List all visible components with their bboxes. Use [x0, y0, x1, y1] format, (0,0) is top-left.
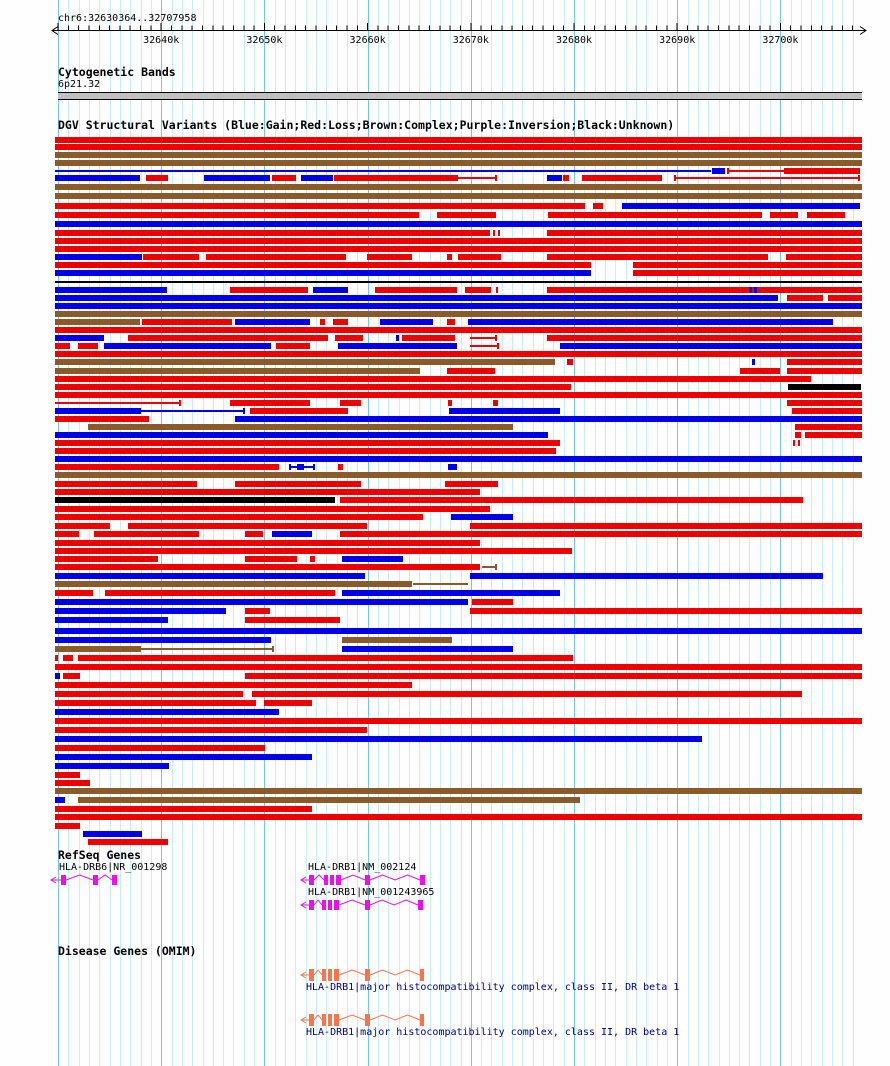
variant-loss[interactable]	[786, 254, 862, 260]
variant-gain[interactable]	[55, 709, 279, 715]
variant-complex[interactable]	[78, 797, 580, 803]
variant-loss[interactable]	[55, 246, 862, 252]
variant-loss[interactable]	[470, 337, 496, 339]
variant-loss[interactable]	[547, 230, 862, 236]
variant-gain[interactable]	[55, 170, 711, 172]
ruler-tick-label: 32680k	[555, 35, 593, 46]
variant-loss[interactable]	[94, 531, 199, 537]
variant-loss[interactable]	[340, 497, 803, 503]
variant-loss[interactable]	[245, 531, 263, 537]
variant-loss[interactable]	[55, 727, 367, 733]
variant-complex[interactable]	[55, 319, 140, 325]
variant-loss[interactable]	[55, 772, 80, 778]
variant-gain[interactable]	[712, 168, 725, 174]
variant-complex[interactable]	[55, 193, 862, 199]
variant-gain[interactable]	[448, 464, 457, 470]
variant-loss[interactable]	[245, 556, 297, 562]
variant-loss[interactable]	[55, 548, 572, 554]
variant-gain[interactable]	[752, 359, 755, 365]
variant-loss[interactable]	[55, 481, 197, 487]
variant-loss[interactable]	[235, 481, 361, 487]
variant-complex[interactable]	[55, 359, 555, 365]
variant-loss[interactable]	[55, 402, 180, 404]
variant-loss[interactable]	[143, 254, 199, 260]
variant-loss[interactable]	[55, 137, 862, 143]
omim-gene-label-2: HLA-DRB1|major histocompatibility complex, class II, DR beta 1	[306, 1027, 680, 1038]
variant-loss[interactable]	[55, 590, 93, 596]
variant-gain[interactable]	[55, 628, 862, 634]
variant-loss[interactable]	[437, 212, 496, 218]
variant-loss[interactable]	[272, 175, 296, 181]
variant-gain[interactable]	[342, 646, 513, 652]
variant-loss[interactable]	[367, 254, 412, 260]
variant-loss[interactable]	[447, 368, 495, 374]
variant-loss[interactable]	[496, 287, 498, 293]
variant-loss[interactable]	[55, 327, 862, 333]
variant-loss[interactable]	[334, 175, 458, 181]
refseq-track-title: RefSeq Genes	[58, 848, 142, 862]
variant-loss[interactable]	[828, 295, 862, 301]
variant-gain[interactable]	[55, 287, 167, 293]
variant-gain[interactable]	[313, 287, 348, 293]
variant-loss[interactable]	[55, 806, 312, 812]
variant-loss[interactable]	[567, 359, 573, 365]
ruler-tick-label: 32670k	[452, 35, 489, 46]
variant-complex[interactable]	[55, 160, 862, 166]
variant-loss[interactable]	[448, 400, 452, 406]
omim-gene-label-1: HLA-DRB1|major histocompatibility complex, class II, DR beta 1	[306, 982, 680, 993]
ruler-tick-label: 32650k	[246, 35, 283, 46]
variant-gain[interactable]	[55, 599, 468, 605]
variant-loss[interactable]	[787, 368, 862, 374]
variant-loss[interactable]	[547, 254, 768, 260]
variant-loss[interactable]	[245, 673, 862, 679]
variant-loss[interactable]	[740, 368, 780, 374]
variant-gain[interactable]	[55, 754, 312, 760]
variant-loss[interactable]	[252, 691, 802, 697]
variant-loss[interactable]	[493, 230, 495, 236]
dgv-track-title: DGV Structural Variants (Blue:Gain;Red:Loss;Brown:Complex;Purple:Inversion;Black:Unknown)	[58, 118, 675, 132]
variant-loss[interactable]	[335, 335, 363, 341]
variant-complex[interactable]	[55, 581, 412, 587]
variant-loss[interactable]	[497, 343, 499, 349]
variant-loss[interactable]	[179, 400, 181, 406]
variant-loss[interactable]	[320, 319, 325, 325]
variant-complex[interactable]	[413, 583, 468, 585]
ruler-tick-label: 32640k	[143, 35, 180, 46]
variant-loss[interactable]	[375, 287, 457, 293]
variant-gain[interactable]	[55, 763, 169, 769]
variant-loss[interactable]	[55, 823, 80, 829]
variant-loss[interactable]	[593, 203, 603, 209]
variant-loss[interactable]	[55, 664, 862, 670]
variant-gain[interactable]	[342, 556, 403, 562]
variant-gain[interactable]	[301, 175, 333, 181]
variant-loss[interactable]	[402, 335, 455, 341]
variant-loss[interactable]	[128, 523, 367, 529]
variant-gain[interactable]	[104, 343, 271, 349]
variant-loss[interactable]	[340, 531, 862, 537]
variant-loss[interactable]	[548, 212, 762, 218]
variant-gain[interactable]	[55, 270, 591, 276]
variant-loss[interactable]	[55, 700, 256, 706]
variant-loss[interactable]	[55, 144, 862, 150]
variant-loss[interactable]	[276, 343, 310, 349]
variant-loss[interactable]	[633, 262, 862, 268]
variant-loss[interactable]	[340, 400, 361, 406]
variant-complex[interactable]	[55, 368, 420, 374]
variant-complex[interactable]	[55, 646, 141, 652]
variant-complex[interactable]	[55, 152, 862, 158]
variant-loss[interactable]	[563, 175, 569, 181]
variant-loss[interactable]	[55, 523, 110, 529]
variant-gain[interactable]	[560, 343, 862, 349]
variant-gain[interactable]	[204, 175, 270, 181]
variant-loss[interactable]	[55, 531, 79, 537]
variant-complex[interactable]	[342, 637, 452, 643]
variant-gain[interactable]	[297, 464, 304, 470]
variant-loss[interactable]	[55, 376, 811, 382]
variant-loss[interactable]	[447, 254, 452, 260]
variant-loss[interactable]	[582, 175, 662, 181]
variant-loss[interactable]	[472, 599, 513, 605]
variant-gain[interactable]	[622, 203, 860, 209]
variant-gain[interactable]	[55, 608, 226, 614]
variant-gain[interactable]	[754, 287, 757, 293]
variant-loss[interactable]	[55, 448, 556, 454]
variant-gain[interactable]	[55, 295, 778, 301]
variant-loss[interactable]	[206, 254, 346, 260]
gene-label-hla-drb1-nm002124: HLA-DRB1|NM_002124	[308, 862, 417, 873]
variant-loss[interactable]	[55, 691, 243, 697]
variant-gain[interactable]	[55, 637, 271, 643]
variant-loss[interactable]	[792, 408, 862, 414]
cytoband-bar[interactable]	[58, 92, 862, 100]
variant-loss[interactable]	[142, 319, 232, 325]
cytogenetic-track-title: Cytogenetic Bands	[58, 65, 176, 79]
variant-loss[interactable]	[55, 238, 862, 244]
variant-loss[interactable]	[55, 682, 412, 688]
variant-loss[interactable]	[795, 432, 801, 438]
variant-gain[interactable]	[342, 590, 560, 596]
variant-loss[interactable]	[495, 335, 497, 341]
variant-gain[interactable]	[547, 175, 562, 181]
variant-gain[interactable]	[83, 831, 142, 837]
variant-loss[interactable]	[55, 540, 480, 546]
variant-complex[interactable]	[88, 424, 513, 430]
variant-gain[interactable]	[749, 287, 752, 293]
variant-loss[interactable]	[493, 400, 498, 406]
variant-loss[interactable]	[55, 351, 862, 357]
variant-loss[interactable]	[310, 556, 315, 562]
variant-unknown[interactable]	[55, 497, 335, 503]
variant-loss[interactable]	[547, 335, 862, 341]
variant-gain[interactable]	[338, 343, 457, 349]
ruler-tick-label: 32660k	[349, 35, 386, 46]
variant-gain[interactable]	[470, 573, 823, 579]
variant-gain[interactable]	[468, 319, 833, 325]
variant-loss[interactable]	[55, 655, 58, 661]
variant-loss[interactable]	[250, 408, 348, 414]
variant-loss[interactable]	[55, 556, 158, 562]
variant-loss[interactable]	[498, 230, 500, 236]
gene-label-hla-drb1-nm001243965: HLA-DRB1|NM_001243965	[308, 887, 435, 898]
region-label: chr6:32630364..32707958	[58, 13, 197, 24]
variant-loss[interactable]	[798, 440, 800, 446]
variant-loss[interactable]	[333, 319, 348, 325]
variant-loss[interactable]	[787, 295, 823, 301]
variant-gain[interactable]	[141, 410, 244, 412]
variant-gain[interactable]	[313, 464, 315, 470]
variant-unknown[interactable]	[55, 281, 862, 283]
variant-loss[interactable]	[547, 287, 862, 293]
variant-gain[interactable]	[55, 673, 60, 679]
variant-loss[interactable]	[495, 175, 497, 181]
variant-loss[interactable]	[770, 212, 798, 218]
variant-loss[interactable]	[55, 745, 265, 751]
variant-gain[interactable]	[55, 617, 168, 623]
variant-complex[interactable]	[55, 311, 862, 317]
variant-loss[interactable]	[55, 392, 862, 398]
variant-loss[interactable]	[633, 270, 862, 276]
variant-gain[interactable]	[55, 432, 548, 438]
variant-loss[interactable]	[55, 384, 571, 390]
variant-loss[interactable]	[55, 262, 591, 268]
variant-loss[interactable]	[458, 177, 496, 179]
variant-loss[interactable]	[786, 168, 860, 174]
variant-loss[interactable]	[787, 400, 862, 406]
variant-loss[interactable]	[264, 700, 312, 706]
variant-loss[interactable]	[55, 416, 149, 422]
variant-complex[interactable]	[495, 564, 497, 570]
variant-loss[interactable]	[55, 464, 279, 470]
variant-loss[interactable]	[805, 432, 862, 438]
variant-loss[interactable]	[55, 212, 419, 218]
variant-loss[interactable]	[470, 523, 862, 529]
variant-gain[interactable]	[55, 573, 365, 579]
variant-unknown[interactable]	[788, 384, 861, 390]
ruler-tick-label: 32700k	[762, 35, 799, 46]
variant-loss[interactable]	[55, 203, 585, 209]
cytoband-label: 6p21.32	[58, 79, 101, 90]
variant-complex[interactable]	[55, 472, 862, 478]
variant-loss[interactable]	[55, 489, 480, 495]
variant-loss[interactable]	[55, 564, 480, 570]
gene-label-hla-drb6: HLA-DRB6|NR_001298	[59, 862, 168, 873]
variant-gain[interactable]	[55, 335, 104, 341]
variant-gain[interactable]	[55, 303, 862, 309]
variant-gain[interactable]	[55, 408, 141, 414]
variant-loss[interactable]	[146, 175, 168, 181]
variant-loss[interactable]	[795, 424, 862, 430]
variant-gain[interactable]	[396, 335, 399, 341]
variant-loss[interactable]	[88, 839, 168, 845]
omim-track-title: Disease Genes (OMIM)	[58, 944, 197, 958]
variant-loss[interactable]	[807, 212, 845, 218]
variant-gain[interactable]	[451, 514, 513, 520]
variant-gain[interactable]	[380, 319, 433, 325]
variant-complex[interactable]	[272, 646, 274, 652]
variant-loss[interactable]	[55, 718, 862, 724]
variant-loss[interactable]	[230, 400, 310, 406]
variant-complex[interactable]	[55, 184, 862, 190]
variant-loss[interactable]	[445, 481, 498, 487]
variant-loss[interactable]	[458, 254, 501, 260]
variant-loss[interactable]	[245, 617, 340, 623]
ruler-tick-label: 32690k	[659, 35, 696, 46]
variant-loss[interactable]	[105, 590, 335, 596]
variant-loss[interactable]	[729, 170, 786, 172]
variant-loss[interactable]	[787, 359, 862, 365]
variant-loss[interactable]	[78, 343, 98, 349]
variant-loss[interactable]	[676, 177, 858, 179]
variant-loss[interactable]	[465, 287, 491, 293]
variant-loss[interactable]	[858, 175, 860, 181]
variant-gain[interactable]	[449, 408, 560, 414]
variant-loss[interactable]	[55, 230, 490, 236]
variant-loss[interactable]	[55, 814, 862, 820]
variant-loss[interactable]	[55, 506, 490, 512]
variant-gain[interactable]	[55, 175, 140, 181]
variant-loss[interactable]	[55, 440, 560, 446]
variant-gain[interactable]	[55, 221, 862, 227]
variant-gain[interactable]	[272, 531, 312, 537]
variant-loss[interactable]	[55, 780, 90, 786]
variant-loss[interactable]	[338, 464, 343, 470]
variant-gain[interactable]	[55, 736, 702, 742]
variant-loss[interactable]	[470, 608, 862, 614]
variant-complex[interactable]	[55, 788, 862, 794]
variant-gain[interactable]	[55, 797, 65, 803]
variant-complex[interactable]	[482, 566, 496, 568]
variant-loss[interactable]	[793, 440, 795, 446]
variant-complex[interactable]	[141, 648, 273, 650]
variant-loss[interactable]	[78, 655, 573, 661]
variant-loss[interactable]	[128, 335, 328, 341]
variant-gain[interactable]	[235, 319, 310, 325]
variant-gain[interactable]	[55, 456, 862, 462]
variant-loss[interactable]	[55, 343, 70, 349]
variant-gain[interactable]	[235, 416, 862, 422]
variant-loss[interactable]	[55, 514, 423, 520]
variant-loss[interactable]	[230, 287, 308, 293]
variant-loss[interactable]	[470, 345, 498, 347]
variant-loss[interactable]	[447, 319, 455, 325]
variant-loss[interactable]	[63, 673, 80, 679]
variant-gain[interactable]	[243, 408, 245, 414]
variant-loss[interactable]	[63, 655, 73, 661]
variant-loss[interactable]	[245, 608, 270, 614]
variant-gain[interactable]	[55, 254, 142, 260]
